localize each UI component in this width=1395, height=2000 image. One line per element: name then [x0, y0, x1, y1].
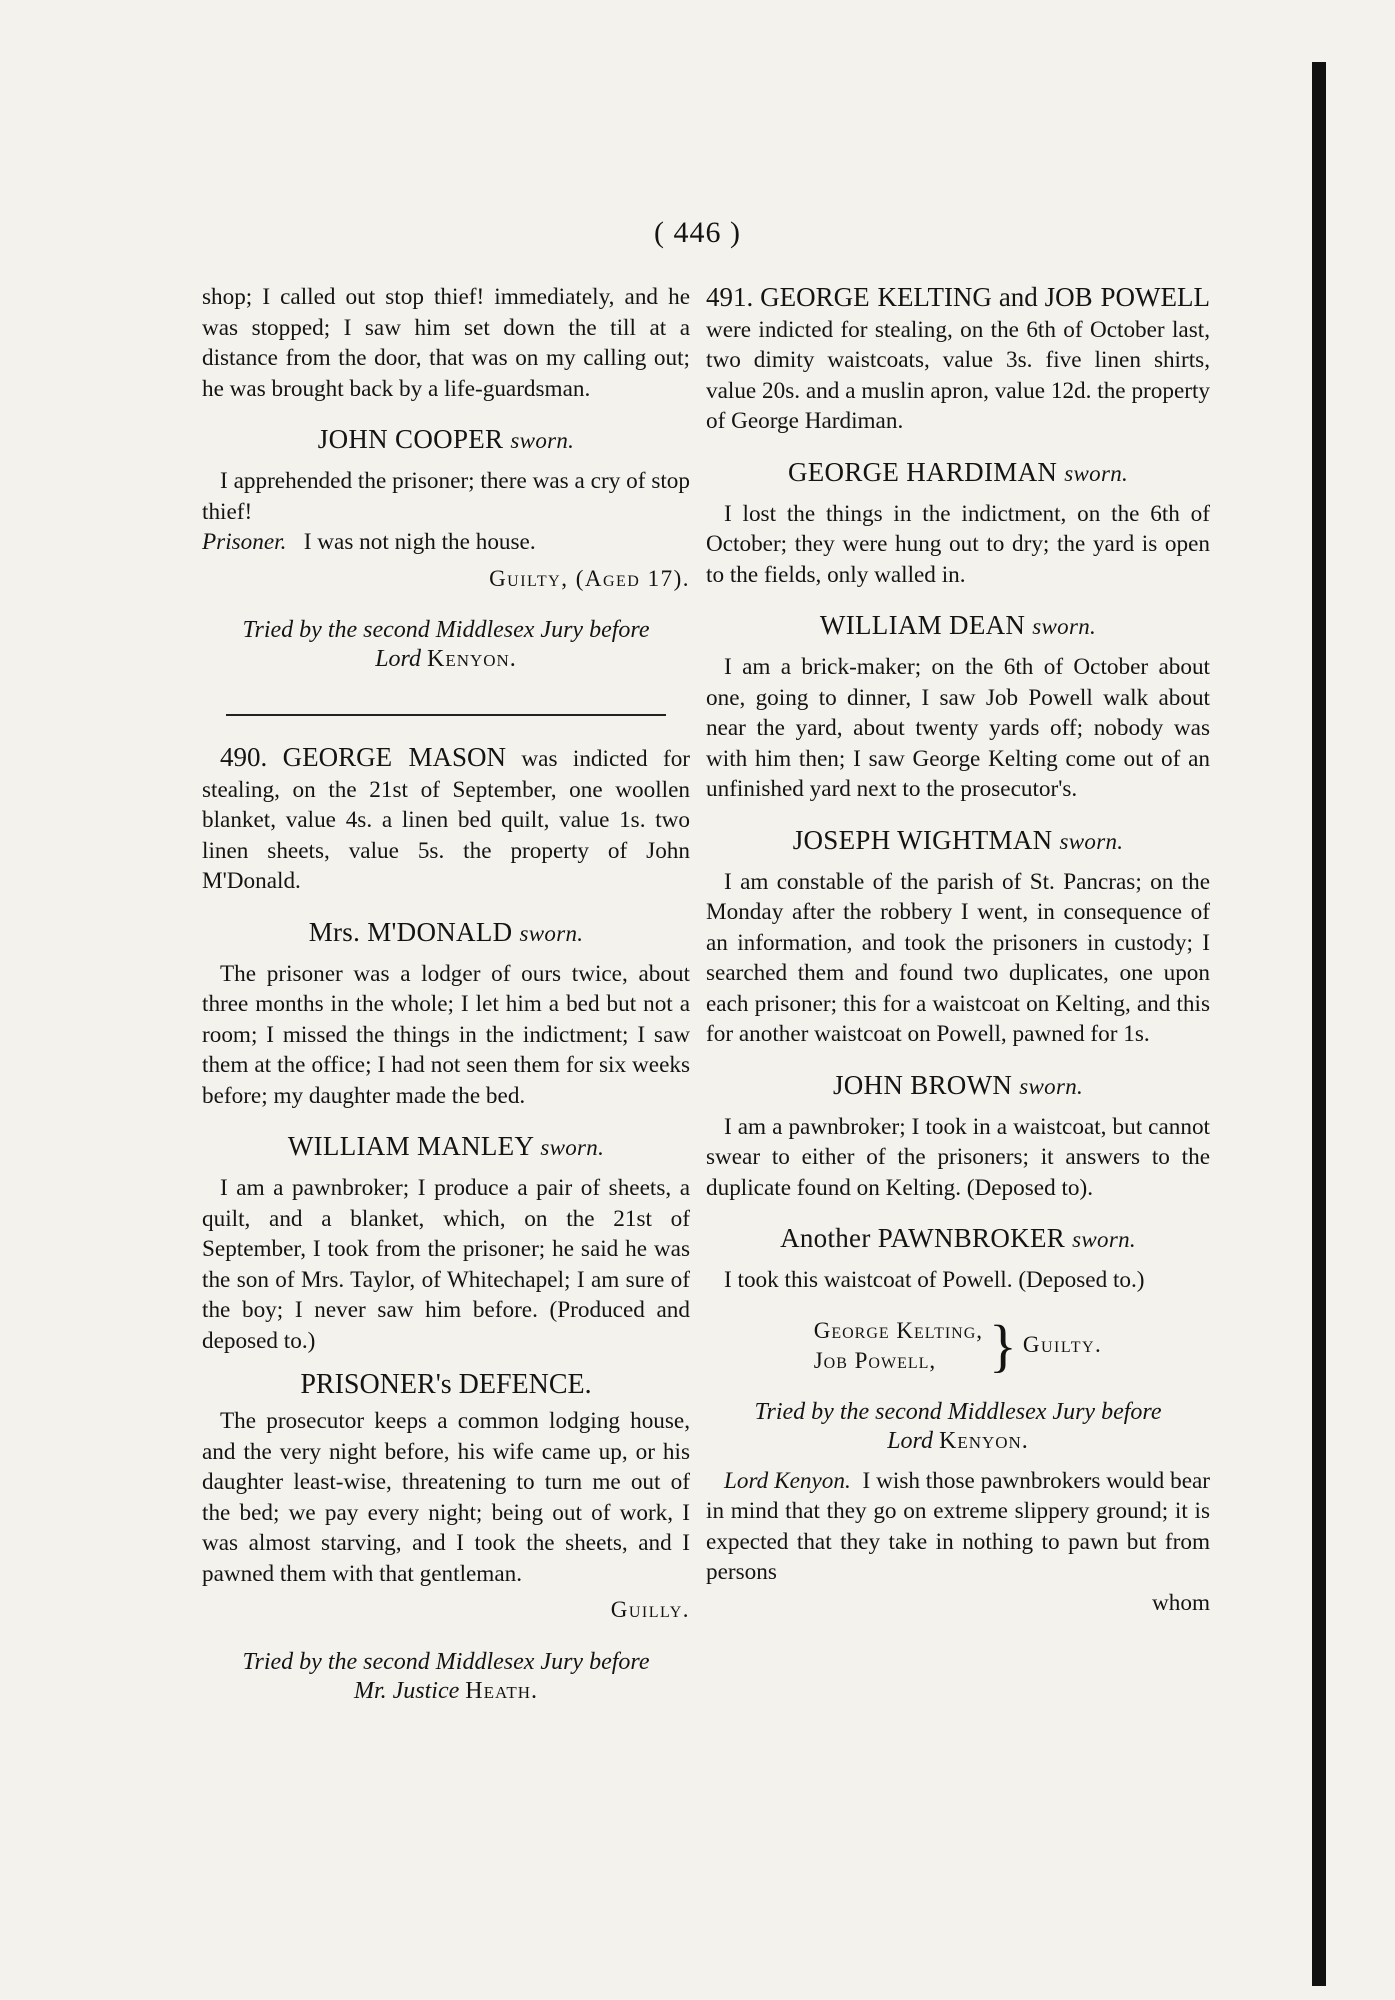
- witness-heading-another-pawnbroker: [706, 1221, 1210, 1257]
- opening-paragraph: shop; I called out stop thief! immediately, and he was stopped; I saw him set down the till at a distance from the door, that was on my calling out; he was brought back by a life-guardsman.: [202, 284, 690, 402]
- sworn-label: sworn.: [1032, 614, 1097, 639]
- witness-heading-william-dean: [706, 608, 1210, 644]
- testimony-joseph-wightman: I am constable of the parish of St. Pancras; on the Monday after the robbery I went, in consequence of an information, and took the prisoners in custody; I searched them and found two duplicates, one upon each prisoner; this for a waistcoat on Kelting, and this for another waistcoat on Powell, pawned for 1s.: [706, 868, 1210, 1047]
- sworn-label: sworn.: [510, 428, 575, 453]
- defendant-name: GEORGE MASON: [282, 742, 507, 772]
- witness-heading-george-hardiman: [706, 455, 1210, 491]
- testimony-another-pawnbroker: I took this waistcoat of Powell. (Deposed to.): [724, 1267, 1145, 1293]
- witness-name: WILLIAM DEAN: [819, 610, 1026, 640]
- sworn-label: sworn.: [1072, 1227, 1136, 1252]
- case-491-paragraph: [706, 282, 1210, 437]
- tried-judge-title: Lord: [375, 646, 421, 672]
- tried-line-a: Tried by the second Middlesex Jury before: [242, 1648, 650, 1675]
- tried-by-note-2: [202, 1648, 690, 1706]
- joint-defendants: [814, 1316, 983, 1376]
- tried-line-b: [706, 1427, 1210, 1456]
- defendant-name-1: GEORGE KELTING: [760, 282, 992, 312]
- testimony-john-brown: I am a pawnbroker; I took in a waistcoat, but cannot swear to either of the prisoners; it answers to the duplicate found on Kelting. (Deposed to).: [706, 1113, 1210, 1201]
- verdict-cooper-case: Guilty, (Aged 17).: [489, 565, 690, 591]
- tried-line-b: [202, 645, 690, 674]
- testimony-george-hardiman: I lost the things in the indictment, on the 6th of October; they were hung out to dry; the yard is open to the fields, only walled in.: [706, 500, 1210, 588]
- brace-glyph: }: [989, 1312, 1017, 1378]
- prisoner-text: I was not nigh the house.: [303, 529, 536, 555]
- defendant-name-2: JOB POWELL: [1044, 282, 1210, 312]
- witness-heading-john-brown: [706, 1068, 1210, 1104]
- and-word: and: [998, 282, 1038, 312]
- tried-line-a: Tried by the second Middlesex Jury before: [242, 617, 650, 643]
- testimony-william-manley: I am a pawnbroker; I produce a pair of sheets, a quilt, and a blanket, which, on the 21st of September, I took from the prisoner; he said he was the son of Mrs. Taylor, of Whitechapel; I am sure of the boy; I never saw him before. (Produced and deposed to.): [202, 1175, 690, 1354]
- tried-by-note-1: [202, 616, 690, 674]
- prisoner-label: Prisoner.: [202, 529, 287, 555]
- case-number: 490.: [220, 742, 268, 772]
- prisoner-statement: [202, 527, 690, 558]
- left-column: [202, 282, 690, 1716]
- tried-judge-name: Heath.: [465, 1677, 539, 1704]
- catchword: whom: [1152, 1589, 1210, 1616]
- remark-speaker: Lord Kenyon.: [724, 1467, 851, 1494]
- remark-text: I wish those pawnbrokers would bear in mind that they go on extreme slippery ground; it is expected that they take in nothing to pawn but from persons: [706, 1467, 1211, 1585]
- sworn-label: sworn.: [519, 920, 584, 946]
- defence-heading: PRISONER's DEFENCE.: [300, 1369, 592, 1400]
- witness-heading-john-cooper: [202, 422, 690, 458]
- witness-name: WILLIAM MANLEY: [287, 1131, 534, 1161]
- witness-heading-william-manley: [202, 1129, 690, 1165]
- joint-name-2: Job Powell,: [813, 1347, 937, 1373]
- case-number: 491.: [706, 282, 754, 312]
- joint-name-1: George Kelting,: [813, 1317, 984, 1343]
- page-number: ( 446 ): [654, 216, 741, 249]
- witness-heading-joseph-wightman: [706, 823, 1210, 859]
- tried-line-b: [202, 1677, 690, 1706]
- case-text: were indicted for stealing, on the 6th of October last, two dimity waistcoats, value 3s. five linen shirts, value 20s. and a muslin apron, value 12d. the property of George Hardiman.: [706, 316, 1210, 434]
- lord-kenyon-remark: [706, 1466, 1210, 1588]
- tried-judge-title: Lord: [887, 1427, 933, 1454]
- tried-judge-title: Mr. Justice: [353, 1677, 460, 1704]
- case-divider-rule: [226, 714, 666, 716]
- witness-name: GEORGE HARDIMAN: [787, 456, 1058, 487]
- testimony-john-cooper: I apprehended the prisoner; there was a cry of stop thief!: [202, 468, 690, 525]
- verdict-mason-case: Guilly.: [610, 1597, 690, 1622]
- witness-heading-mrs-mcdonald: [202, 915, 690, 951]
- testimony-william-dean: I am a brick-maker; on the 6th of October about one, going to dinner, I saw Job Powell walk about near the yard, about twenty yards off; nobody was with him then; I saw George Kelting come out of an unfinished yard next to the prosecutor's.: [706, 654, 1210, 802]
- right-column: [706, 282, 1210, 1618]
- case-490-paragraph: [202, 742, 690, 897]
- joint-verdict-text: Guilty.: [1022, 1332, 1103, 1358]
- tried-judge-name: Kenyon.: [938, 1427, 1029, 1454]
- tried-judge-name: Kenyon.: [426, 646, 517, 672]
- sworn-label: sworn.: [540, 1135, 605, 1160]
- tried-line-a: Tried by the second Middlesex Jury before: [754, 1398, 1162, 1425]
- sworn-label: sworn.: [1059, 828, 1124, 854]
- case-text: was indicted for stealing, on the 21st of September, one woollen blanket, value 4s. a linen bed quilt, value 1s. two linen sheets, value 5s. the property of John M'Donald.: [202, 746, 691, 894]
- witness-name: JOHN BROWN: [832, 1069, 1013, 1100]
- witness-name: JOHN COOPER: [317, 424, 504, 454]
- witness-name: Mrs. M'DONALD: [308, 916, 513, 947]
- tried-by-note-3: [706, 1398, 1210, 1456]
- witness-name: JOSEPH WIGHTMAN: [792, 824, 1053, 855]
- witness-name: Another PAWNBROKER: [780, 1223, 1066, 1253]
- testimony-mrs-mcdonald: The prisoner was a lodger of ours twice, about three months in the whole; I let him a bed but not a room; I missed the things in the indictment; I saw them at the office; I had not seen them for six weeks before; my daughter made the bed.: [202, 960, 690, 1109]
- page-edge-shadow: [1312, 62, 1326, 1986]
- joint-verdict: [706, 1312, 1210, 1378]
- sworn-label: sworn.: [1064, 460, 1129, 486]
- sworn-label: sworn.: [1019, 1073, 1084, 1099]
- defence-text: The prosecutor keeps a common lodging house, and the very night before, his wife came up, or his daughter least-wise, threatening to turn me out of the bed; we pay every night; being out of work, I was almost starving, and I took the sheets, and I pawned them with that gentleman.: [202, 1408, 690, 1587]
